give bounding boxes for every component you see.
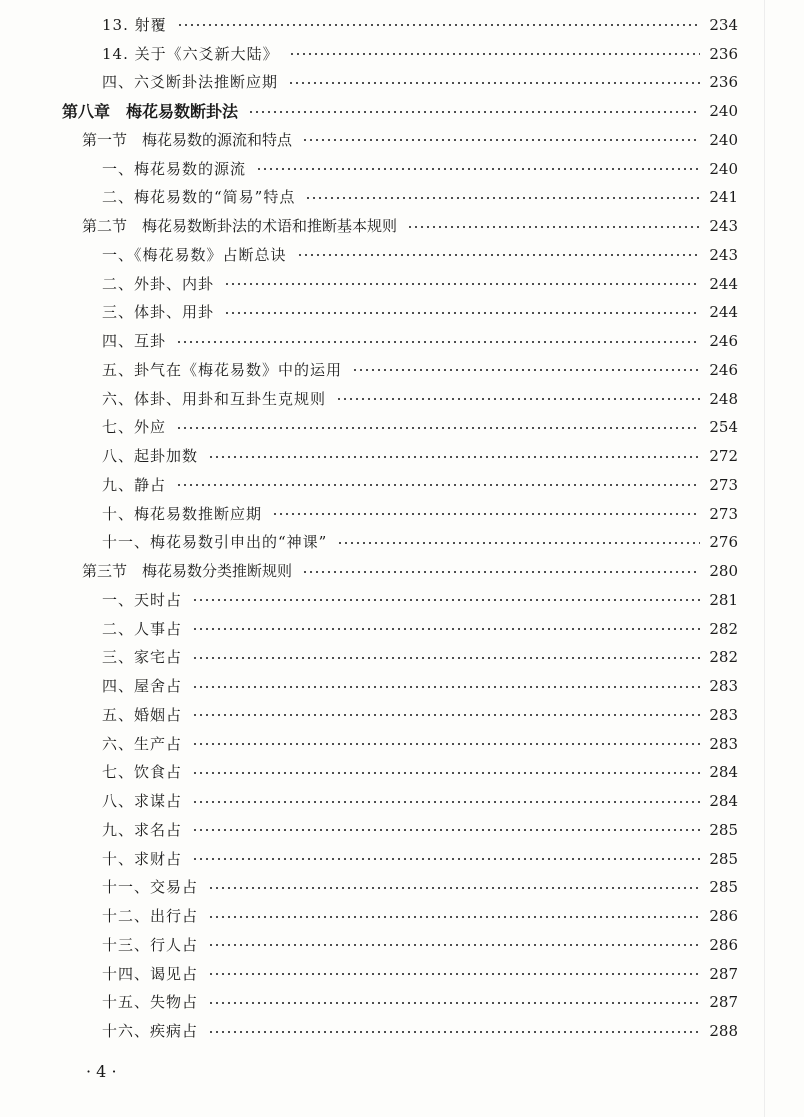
toc-entry-page-number: 234 bbox=[709, 15, 738, 34]
toc-entry-page-number: 272 bbox=[709, 447, 738, 466]
toc-entry-item bbox=[62, 701, 738, 730]
toc-entry-page-number: 283 bbox=[709, 705, 738, 724]
toc-entry-page-number: 282 bbox=[709, 648, 738, 667]
toc-entry-page-number: 281 bbox=[709, 590, 738, 609]
toc-entry-title: 四、屋舍占 bbox=[102, 677, 183, 696]
toc-leader-dots bbox=[192, 772, 700, 774]
toc-entry-item bbox=[62, 931, 738, 960]
toc-leader-dots bbox=[224, 283, 700, 285]
toc-entry-title: 二、人事占 bbox=[102, 619, 183, 638]
toc-entry-item bbox=[62, 11, 738, 40]
toc-entry-item bbox=[62, 845, 738, 874]
toc-entry-item bbox=[62, 500, 738, 529]
toc-leader-dots bbox=[192, 628, 700, 630]
toc-entry-page-number: 254 bbox=[709, 418, 738, 437]
toc-entry-page-number: 243 bbox=[709, 217, 738, 236]
toc-entry-title: 十、求财占 bbox=[102, 849, 183, 868]
toc-entry-title: 第三节 梅花易数分类推断规则 bbox=[82, 562, 293, 581]
toc-entry-title: 第一节 梅花易数的源流和特点 bbox=[82, 130, 293, 149]
toc-leader-dots bbox=[176, 484, 700, 486]
toc-entry-chapter bbox=[62, 97, 738, 126]
toc-entry-title: 十四、谒见占 bbox=[102, 964, 199, 983]
toc-entry-page-number: 240 bbox=[709, 130, 738, 149]
toc-entry-title: 二、梅花易数的“简易”特点 bbox=[102, 188, 296, 207]
toc-entry-page-number: 284 bbox=[709, 763, 738, 782]
toc-leader-dots bbox=[208, 973, 700, 975]
table-of-contents bbox=[62, 11, 738, 1046]
toc-leader-dots bbox=[192, 801, 700, 803]
toc-leader-dots bbox=[305, 197, 700, 199]
toc-entry-title: 二、外卦、内卦 bbox=[102, 274, 215, 293]
toc-leader-dots bbox=[289, 53, 700, 55]
toc-entry-item bbox=[62, 816, 738, 845]
toc-entry-page-number: 240 bbox=[709, 102, 738, 121]
toc-entry-page-number: 285 bbox=[709, 878, 738, 897]
toc-entry-item bbox=[62, 327, 738, 356]
toc-entry-title: 八、起卦加数 bbox=[102, 447, 199, 466]
toc-leader-dots bbox=[192, 599, 700, 601]
toc-entry-title: 一、《梅花易数》占断总诀 bbox=[102, 245, 287, 264]
toc-entry-item bbox=[62, 960, 738, 989]
toc-entry-page-number: 284 bbox=[709, 792, 738, 811]
page-number-footer: · 4 · bbox=[86, 1062, 117, 1081]
toc-entry-title: 一、天时占 bbox=[102, 590, 183, 609]
toc-leader-dots bbox=[192, 743, 700, 745]
toc-entry-title: 九、静占 bbox=[102, 475, 167, 494]
toc-entry-page-number: 236 bbox=[709, 73, 738, 92]
toc-entry-title: 十六、疾病占 bbox=[102, 1022, 199, 1041]
toc-leader-dots bbox=[208, 1002, 700, 1004]
toc-entry-title: 一、梅花易数的源流 bbox=[102, 159, 247, 178]
toc-leader-dots bbox=[192, 829, 700, 831]
toc-leader-dots bbox=[224, 312, 700, 314]
toc-leader-dots bbox=[208, 916, 700, 918]
toc-entry-title: 八、求谋占 bbox=[102, 792, 183, 811]
toc-entry-title: 十五、失物占 bbox=[102, 993, 199, 1012]
toc-entry-page-number: 285 bbox=[709, 849, 738, 868]
toc-entry-title: 十二、出行占 bbox=[102, 907, 199, 926]
toc-entry-page-number: 283 bbox=[709, 734, 738, 753]
toc-entry-title: 九、求名占 bbox=[102, 820, 183, 839]
toc-entry-item bbox=[62, 759, 738, 788]
toc-entry-item bbox=[62, 155, 738, 184]
toc-entry-page-number: 240 bbox=[709, 159, 738, 178]
toc-entry-page-number: 273 bbox=[709, 504, 738, 523]
toc-entry-title: 五、婚姻占 bbox=[102, 705, 183, 724]
toc-leader-dots bbox=[192, 714, 700, 716]
toc-entry-title: 第八章 梅花易数断卦法 bbox=[62, 101, 239, 121]
toc-entry-page-number: 280 bbox=[709, 562, 738, 581]
toc-leader-dots bbox=[192, 657, 700, 659]
toc-leader-dots bbox=[192, 686, 700, 688]
toc-entry-item bbox=[62, 299, 738, 328]
toc-entry-title: 三、家宅占 bbox=[102, 648, 183, 667]
toc-entry-item bbox=[62, 529, 738, 558]
toc-entry-title: 七、外应 bbox=[102, 418, 167, 437]
toc-entry-item bbox=[62, 184, 738, 213]
toc-entry-page-number: 244 bbox=[709, 303, 738, 322]
toc-entry-item bbox=[62, 442, 738, 471]
toc-entry-page-number: 246 bbox=[709, 332, 738, 351]
toc-leader-dots bbox=[177, 24, 700, 26]
toc-entry-item bbox=[62, 672, 738, 701]
toc-leader-dots bbox=[337, 542, 700, 544]
toc-entry-page-number: 286 bbox=[709, 935, 738, 954]
page-fold-line bbox=[764, 0, 765, 1117]
toc-entry-item bbox=[62, 730, 738, 759]
toc-leader-dots bbox=[297, 254, 700, 256]
toc-leader-dots bbox=[192, 858, 700, 860]
toc-entry-item bbox=[62, 874, 738, 903]
toc-leader-dots bbox=[176, 427, 700, 429]
toc-entry-page-number: 236 bbox=[709, 44, 738, 63]
toc-entry-item bbox=[62, 414, 738, 443]
toc-leader-dots bbox=[208, 944, 700, 946]
toc-leader-dots bbox=[302, 571, 700, 573]
toc-entry-page-number: 248 bbox=[709, 389, 738, 408]
toc-leader-dots bbox=[208, 456, 700, 458]
toc-entry-item bbox=[62, 270, 738, 299]
toc-entry-item bbox=[62, 471, 738, 500]
toc-entry-title: 13. 射覆 bbox=[102, 15, 167, 34]
toc-leader-dots bbox=[176, 341, 700, 343]
toc-entry-item bbox=[62, 69, 738, 98]
toc-entry-page-number: 282 bbox=[709, 619, 738, 638]
toc-entry-section bbox=[62, 212, 738, 241]
toc-entry-item bbox=[62, 356, 738, 385]
toc-entry-item bbox=[62, 1017, 738, 1046]
toc-entry-item bbox=[62, 989, 738, 1018]
toc-entry-title: 第二节 梅花易数断卦法的术语和推断基本规则 bbox=[82, 217, 398, 236]
toc-entry-page-number: 288 bbox=[709, 1022, 738, 1041]
toc-entry-title: 七、饮食占 bbox=[102, 763, 183, 782]
toc-leader-dots bbox=[272, 513, 700, 515]
toc-entry-title: 十、梅花易数推断应期 bbox=[102, 504, 263, 523]
toc-leader-dots bbox=[248, 111, 700, 113]
toc-entry-item bbox=[62, 644, 738, 673]
toc-entry-item bbox=[62, 241, 738, 270]
toc-entry-title: 14. 关于《六爻新大陆》 bbox=[102, 44, 279, 63]
toc-entry-title: 三、体卦、用卦 bbox=[102, 303, 215, 322]
toc-entry-page-number: 287 bbox=[709, 993, 738, 1012]
toc-entry-title: 四、互卦 bbox=[102, 332, 167, 351]
toc-entry-item bbox=[62, 40, 738, 69]
toc-entry-item bbox=[62, 615, 738, 644]
toc-leader-dots bbox=[256, 168, 700, 170]
toc-leader-dots bbox=[336, 398, 700, 400]
toc-leader-dots bbox=[302, 139, 700, 141]
toc-entry-title: 十一、交易占 bbox=[102, 878, 199, 897]
toc-entry-page-number: 286 bbox=[709, 907, 738, 926]
toc-entry-section bbox=[62, 557, 738, 586]
toc-entry-page-number: 285 bbox=[709, 820, 738, 839]
toc-leader-dots bbox=[407, 226, 700, 228]
toc-entry-page-number: 241 bbox=[709, 188, 738, 207]
toc-entry-title: 四、六爻断卦法推断应期 bbox=[102, 73, 279, 92]
toc-entry-title: 十三、行人占 bbox=[102, 935, 199, 954]
toc-entry-page-number: 246 bbox=[709, 360, 738, 379]
toc-entry-item bbox=[62, 902, 738, 931]
toc-entry-page-number: 273 bbox=[709, 475, 738, 494]
toc-entry-page-number: 243 bbox=[709, 245, 738, 264]
toc-leader-dots bbox=[208, 887, 700, 889]
toc-entry-page-number: 276 bbox=[709, 533, 738, 552]
toc-entry-page-number: 287 bbox=[709, 964, 738, 983]
toc-leader-dots bbox=[352, 369, 700, 371]
toc-entry-title: 六、生产占 bbox=[102, 734, 183, 753]
toc-entry-page-number: 244 bbox=[709, 274, 738, 293]
toc-entry-section bbox=[62, 126, 738, 155]
toc-entry-title: 十一、梅花易数引申出的“神课” bbox=[102, 533, 328, 552]
toc-entry-item bbox=[62, 385, 738, 414]
toc-entry-item bbox=[62, 586, 738, 615]
toc-leader-dots bbox=[208, 1031, 700, 1033]
toc-leader-dots bbox=[288, 82, 700, 84]
toc-entry-title: 五、卦气在《梅花易数》中的运用 bbox=[102, 360, 343, 379]
toc-entry-title: 六、体卦、用卦和互卦生克规则 bbox=[102, 389, 327, 408]
toc-entry-item bbox=[62, 787, 738, 816]
toc-entry-page-number: 283 bbox=[709, 677, 738, 696]
